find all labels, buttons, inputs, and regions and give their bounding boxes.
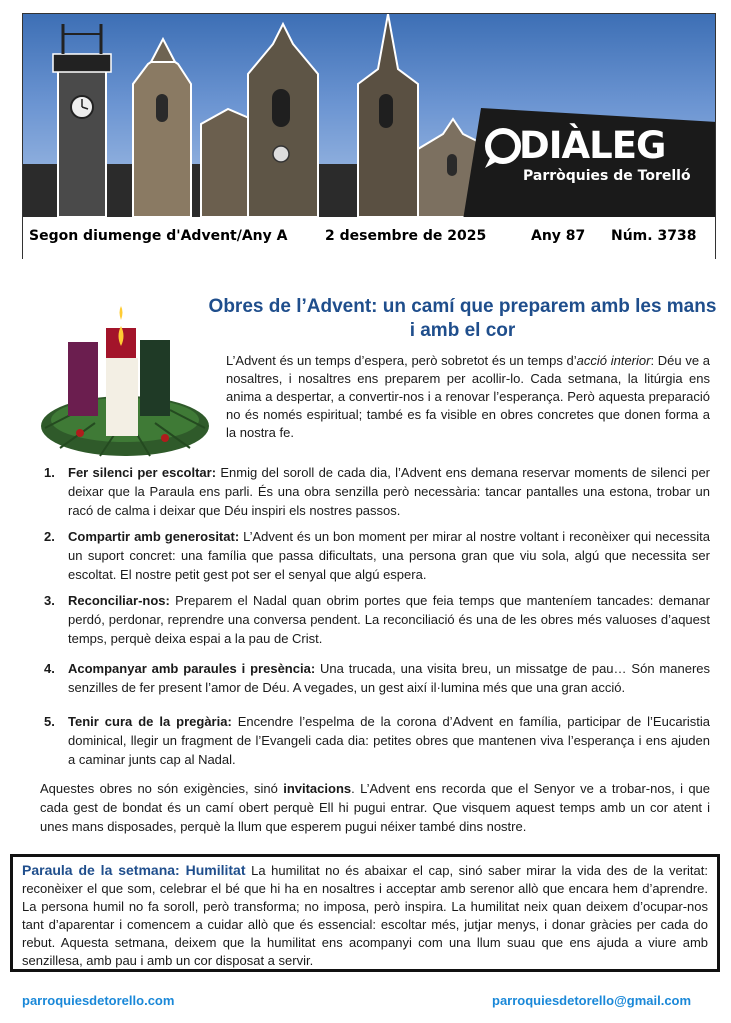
list-item-text: Enmig del soroll de cada dia, l’Advent ens demana reservar moments de silenci per deixar que la Paraula ens parli. És una obra senzilla però necessària: tancar pantalles una estona, trobar un racó de calma i deixar que Déu inspiri els nostres passos. — [68, 465, 711, 518]
list-item-text: Encendre l’espelma de la corona d’Advent en família, participar de l’Eucaristia dominical, llegir un fragment de l’Evangeli cada dia: petites obres que mantenen viva l’esperança i ens ajuden a caminar junts cap al Nadal. — [68, 714, 710, 767]
issue-info-bar — [23, 217, 715, 259]
article-closing — [40, 779, 710, 836]
list-number: 4. — [44, 661, 55, 676]
bell-tower-center — [201, 24, 318, 217]
list-item — [68, 463, 710, 520]
list-item-lead: Acompanyar amb paraules i presència: — [68, 661, 316, 676]
sunday-label: Segon diumenge d'Advent/Any A — [29, 228, 288, 244]
list-item-lead: Compartir amb generositat: — [68, 529, 240, 544]
list-item — [68, 591, 710, 648]
issue-date: 2 desembre de 2025 — [325, 228, 487, 244]
logo-title: DIÀLEG — [519, 124, 666, 167]
list-item — [68, 527, 710, 584]
list-number: 5. — [44, 714, 55, 729]
closing-bold-word: invitacions — [283, 781, 352, 796]
list-item-lead: Fer silenci per escoltar: — [68, 465, 217, 480]
word-of-week-box — [10, 854, 720, 972]
intro-text-1: L’Advent és un temps d’espera, però sobretot és un temps d’ — [226, 353, 577, 368]
article-intro — [226, 352, 710, 442]
article-title: Obres de l’Advent: un camí que preparem amb les mans i amb el cor — [208, 296, 717, 341]
church-towers-banner — [23, 14, 715, 217]
list-item-lead: Reconciliar-nos: — [68, 593, 170, 608]
list-number: 1. — [44, 465, 55, 480]
advent-wreath-icon — [40, 298, 215, 463]
word-of-week-title: Paraula de la setmana: Humilitat — [22, 862, 246, 878]
intro-italic-phrase: acció interior — [576, 353, 651, 368]
advent-wreath-image — [40, 298, 215, 463]
issue-year: Any 87 — [531, 228, 586, 244]
spire-tower-right — [358, 14, 418, 217]
list-item-text: Una trucada, una visita breu, un missatge de pau… Són maneres senzilles de fer present l’amor de Déu. A vegades, un gest així il·lumina més que una gran acció. — [68, 661, 711, 695]
list-number: 2. — [44, 529, 55, 544]
list-item-text: Preparem el Nadal quan obrim portes que feia temps que manteníem tancades: demanar perdó, perdonar, reprendre una conversa pendent. La reconciliació és una de les obres més valuoses d’aquest temps, perquè deixa espai a la pau de Crist. — [68, 593, 710, 646]
closing-text-1: Aquestes obres no són exigències, sinó — [40, 781, 284, 796]
clock-tower-left — [53, 24, 111, 217]
masthead — [22, 13, 716, 259]
dialeg-logo — [463, 102, 715, 217]
round-tower — [133, 39, 191, 217]
closing-text-2: . L’Advent ens recorda que el Senyor ve a trobar-nos, i que cada gest de bondat és un camí obert perquè Ell hi pugui entrar. Que visquem aquest temps amb un cor atent i unes mans disposades, perquè la llum que esperem pugui néixer també dins nostre. — [40, 781, 711, 834]
list-number: 3. — [44, 593, 55, 608]
list-item-lead: Tenir cura de la pregària: — [68, 714, 232, 729]
word-of-week-text: La humilitat no és abaixar el cap, sinó saber mirar la vida des de la veritat: reconèixer el que som, celebrar el bé que hi ha en nosaltres i acceptar amb serenor allò que encara hem d’aprendre. La persona humil no fa soroll, però transforma; no imposa, però inspira. La humilitat neix quan deixem d’ocupar-nos tant d’aparentar i comencem a cuidar allò que és essencial: escoltar més, jutjar menys, i donar gràcies per cada do rebut. Aquesta setmana, deixem que la humilitat ens acompanyi com una llum suau que ens ajuda a viure amb senzillesa, amb pau i amb un cor disposat a servir. — [22, 863, 708, 968]
email-link[interactable]: parroquiesdetorello@gmail.com — [492, 993, 692, 1008]
intro-text-2: : Déu ve a nosaltres, i nosaltres ens preparem per acollir-lo. Cada setmana, la litúrgia ens anima a despertar, a convertir-nos i a renovar l’esperança. Però aquesta preparació no és només espiritual; també es fa visible en obres concretes que donen forma a la nostra fe. — [226, 353, 710, 440]
list-item-text: L’Advent és un bon moment per mirar al nostre voltant i reconèixer qui necessita un suport concret: una família que passa dificultats, una persona gran que viu sola, algú que necessita ser escoltat. El nostre petit gest pot ser el senyal que algú espera. — [68, 529, 710, 582]
logo-subtitle: Parròquies de Torelló — [523, 168, 691, 184]
list-item — [68, 659, 710, 697]
list-item — [68, 712, 710, 769]
issue-number: Núm. 3738 — [611, 228, 697, 244]
website-link[interactable]: parroquiesdetorello.com — [22, 993, 175, 1008]
word-of-week-content — [22, 861, 708, 970]
